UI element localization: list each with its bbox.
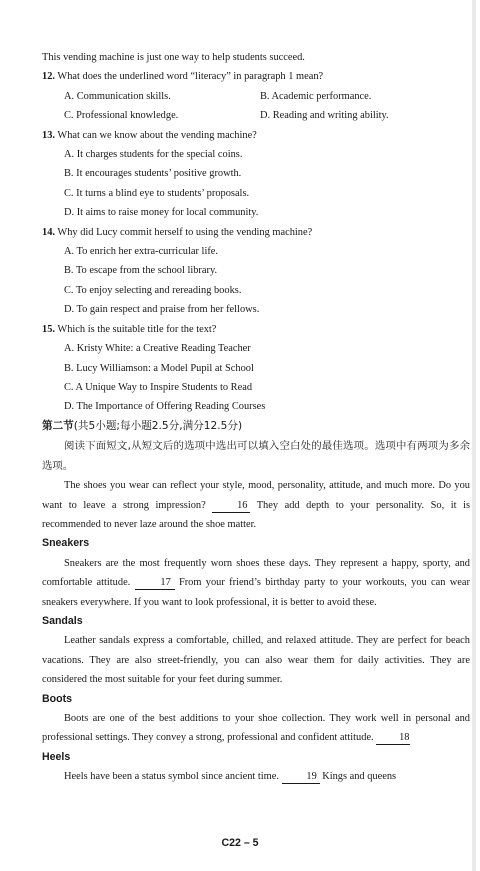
option: D. The Importance of Offering Reading Courses [64, 401, 266, 413]
paragraph-text: From your friend’s birthday party to your workouts, you can wear sneakers everywhere. If you want to look professional, it is better to avoid these. [42, 577, 470, 608]
section-scoring: (共5小题;每小题2.5分,满分12.5分) [73, 419, 243, 432]
option: B. Academic performance. [260, 90, 372, 102]
option: B. Lucy Williamson: a Model Pupil at School [64, 362, 254, 374]
option: A. Kristy White: a Creative Reading Teacher [64, 343, 251, 355]
passage-paragraph-2 [42, 554, 470, 612]
paragraph-text: They add depth to your personality. So, it is recommended to never laze around the shoe matter. [42, 499, 471, 530]
question-number: 15. [42, 323, 55, 335]
heading-boots: Boots [42, 692, 73, 705]
paragraph-text: Heels have been a status symbol since ancient time. [64, 771, 279, 783]
blank-19: 19 [282, 770, 320, 784]
blank-16: 16 [212, 499, 250, 513]
option: A. To enrich her extra-curricular life. [64, 246, 218, 258]
passage-paragraph-5 [42, 767, 470, 786]
intro-line: This vending machine is just one way to help students succeed. [42, 52, 305, 63]
question-15 [42, 320, 470, 339]
option: C. A Unique Way to Inspire Students to Read [64, 381, 253, 393]
section-heading [42, 417, 470, 436]
option: B. To escape from the school library. [64, 265, 218, 277]
blank-18: 18 [376, 731, 410, 745]
page-edge-shadow [472, 0, 476, 871]
option: A. It charges students for the special coins. [64, 149, 243, 161]
option: D. To gain respect and praise from her fellows. [64, 304, 260, 316]
passage-paragraph-4 [42, 709, 470, 748]
option: D. Reading and writing ability. [260, 110, 389, 122]
option: A. Communication skills. [64, 90, 171, 102]
heading-sneakers: Sneakers [42, 537, 90, 550]
option: C. To enjoy selecting and rereading books. [64, 284, 242, 296]
paragraph-text: Boots are one of the best additions to your shoe collection. They work well in personal and professional settings. They convey a strong, professional and confident attitude. [42, 713, 470, 744]
paragraph-text: The shoes you wear can reflect your style, mood, personality, attitude, and much more. Do you want to leave a strong impression? [42, 480, 470, 511]
page-number: C22 – 5 [221, 837, 259, 849]
blank-17: 17 [135, 576, 175, 590]
question-number: 14. [42, 226, 55, 238]
options-row [42, 106, 470, 125]
option: C. Professional knowledge. [64, 110, 179, 122]
page-content [42, 48, 470, 787]
option: D. It aims to raise money for local community. [64, 207, 259, 219]
passage-paragraph-1 [42, 476, 470, 534]
section-instructions: 阅读下面短文,从短文后的选项中选出可以填入空白处的最佳选项。选项中有两项为多余选项。 [42, 440, 470, 473]
section-title: 第二节 [42, 419, 74, 432]
heading-heels: Heels [42, 750, 71, 763]
paragraph-text: Kings and queens [322, 771, 397, 783]
paragraph-text: Sneakers are the most frequently worn shoes these days. They represent a happy, sporty, and comfortable attitude. [42, 557, 470, 589]
question-text: What can we know about the vending machine? [57, 129, 257, 141]
heading-sandals: Sandals [42, 614, 83, 627]
options-row [42, 87, 470, 106]
question-text: Why did Lucy commit herself to using the vending machine? [57, 226, 313, 238]
option: B. It encourages students’ positive growth. [64, 168, 242, 180]
question-text: What does the underlined word “literacy” in paragraph 1 mean? [57, 71, 324, 83]
passage-paragraph-3: Leather sandals express a comfortable, chilled, and relaxed attitude. They are perfect for beach vacations. They are also street-friendly, you can also wear them for daily activities. They are considered the most suitable for your feet during summer. [42, 635, 470, 686]
question-12 [42, 67, 470, 86]
question-14 [42, 223, 470, 242]
question-text: Which is the suitable title for the text? [57, 323, 217, 335]
question-number: 12. [42, 71, 55, 83]
question-number: 13. [42, 129, 55, 141]
option: C. It turns a blind eye to students’ proposals. [64, 187, 250, 199]
question-13 [42, 126, 470, 145]
